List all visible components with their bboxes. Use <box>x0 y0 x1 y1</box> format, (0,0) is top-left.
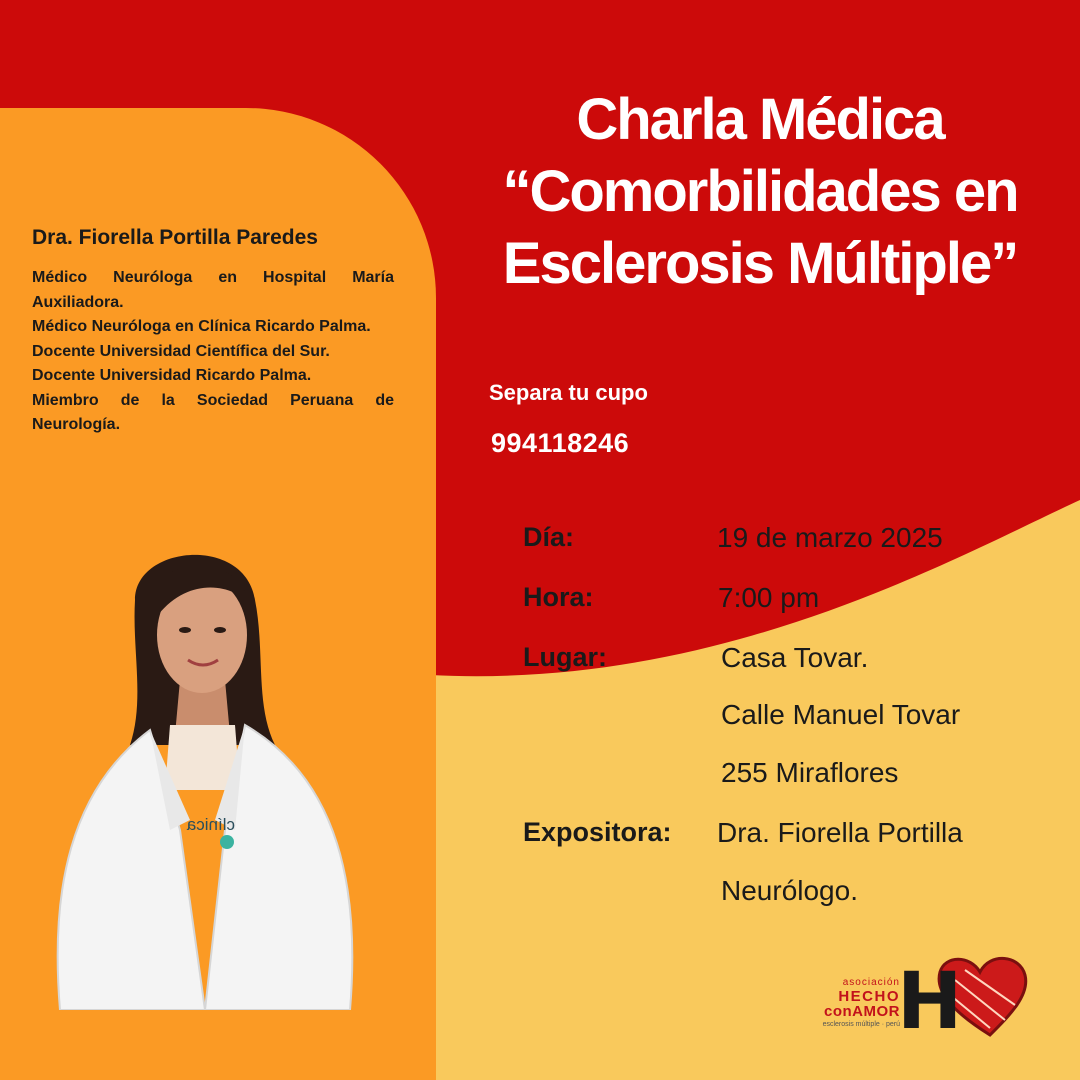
heart-logo-icon <box>895 950 1055 1040</box>
time-label: Hora: <box>523 582 594 612</box>
bio-line: Docente Universidad Ricardo Palma. <box>32 367 312 384</box>
logo-line2: conAMOR <box>824 1003 900 1020</box>
event-title <box>470 84 1050 300</box>
place-line: Calle Manuel Tovar <box>721 699 961 730</box>
registration-label: Separa tu cupo <box>489 380 648 405</box>
title-line: Esclerosis Múltiple” <box>502 231 1018 296</box>
speaker-label: Expositora: <box>523 817 672 847</box>
speaker-bio <box>32 266 394 438</box>
speaker-name: Dra. Fiorella Portilla Paredes <box>32 226 318 249</box>
title-line: Charla Médica <box>576 87 944 152</box>
place-label: Lugar: <box>523 642 607 672</box>
coat-logo-text: clínica <box>186 815 235 834</box>
logo-small-top: asociación <box>842 977 900 988</box>
bio-line: Docente Universidad Científica del Sur. <box>32 342 330 360</box>
speaker-value: Dra. Fiorella Portilla <box>717 817 963 848</box>
bio-line: Médico Neuróloga en Hospital María Auxiliadora. <box>32 269 394 311</box>
time-value: 7:00 pm <box>718 582 820 613</box>
speaker-title: Neurólogo. <box>721 875 858 906</box>
day-value: 19 de marzo 2025 <box>717 522 943 553</box>
speaker-photo <box>40 530 370 1010</box>
title-line: “Comorbilidades en <box>502 159 1018 224</box>
day-label: Día: <box>523 522 575 552</box>
place-line: 255 Miraflores <box>721 757 899 788</box>
logo-tagline: esclerosis múltiple · perú <box>822 1021 900 1028</box>
bio-line: Miembro de la Sociedad Peruana de Neurología. <box>32 391 394 433</box>
logo-line1: HECHO <box>838 988 900 1005</box>
registration-phone: 994118246 <box>491 428 630 458</box>
bio-line: Médico Neuróloga en Clínica Ricardo Palma. <box>32 318 371 335</box>
association-logo <box>795 950 1055 1040</box>
place-line: Casa Tovar. <box>721 642 869 673</box>
logo-letter: H <box>897 957 963 1040</box>
